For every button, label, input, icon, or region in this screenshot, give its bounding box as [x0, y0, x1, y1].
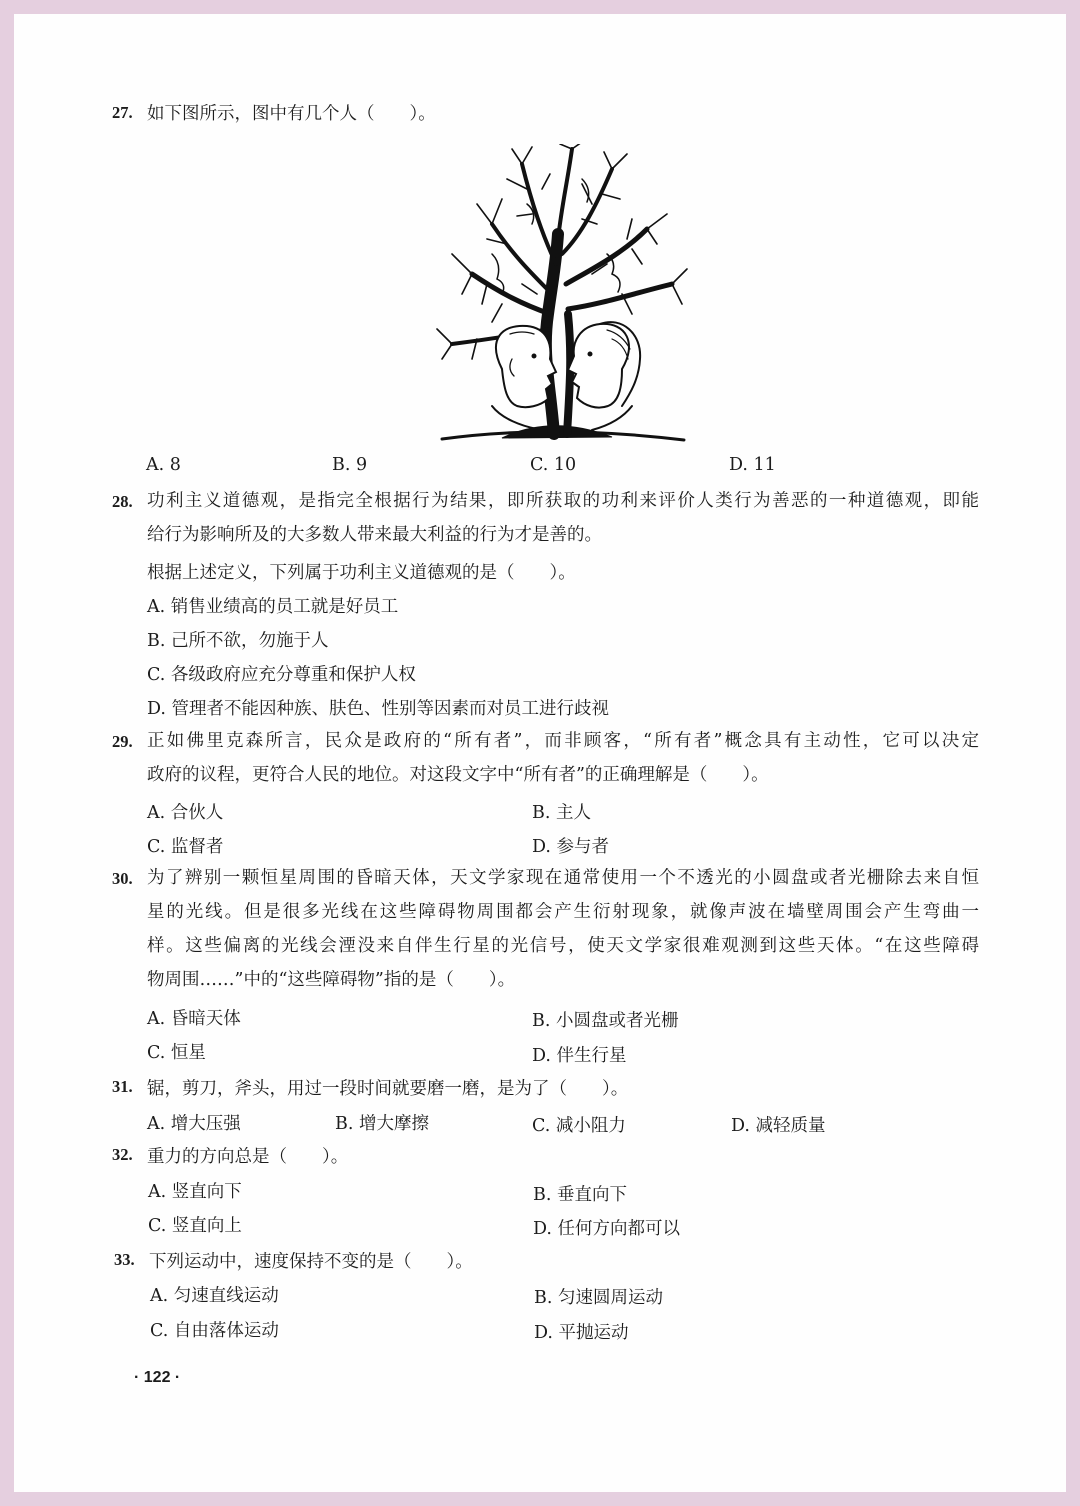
question-number: 31. [112, 1077, 133, 1096]
page-number: · 122 · [134, 1369, 181, 1386]
option-c: C. 监督者 [147, 837, 224, 857]
option-c: C. 各级政府应充分尊重和保护人权 [147, 665, 416, 685]
question-number: 27. [112, 103, 133, 122]
tree-faces-illusion-image [432, 144, 692, 444]
question-stem: 正如佛里克森所言，民众是政府的“所有者”，而非顾客，“所有者”概念具有主动性，它可以决定 [147, 731, 979, 751]
option-d: D. 参与者 [532, 837, 610, 857]
option-b: B. 己所不欲，勿施于人 [147, 631, 329, 651]
option-d: D. 减轻质量 [731, 1116, 826, 1136]
option-a: A. 昏暗天体 [147, 1009, 241, 1029]
option-a: A. 匀速直线运动 [150, 1286, 279, 1306]
option-b: B. 小圆盘或者光栅 [532, 1011, 679, 1031]
question-number: 30. [112, 869, 133, 888]
option-b: B. 9 [332, 455, 368, 475]
question-number: 29. [112, 732, 133, 751]
option-d: D. 平抛运动 [534, 1323, 629, 1343]
option-d: D. 11 [729, 455, 776, 475]
question-number: 33. [114, 1250, 135, 1269]
option-d: D. 伴生行星 [532, 1046, 627, 1066]
option-a: A. 合伙人 [147, 803, 224, 823]
question-stem: 为了辨别一颗恒星周围的昏暗天体，天文学家现在通常使用一个不透光的小圆盘或者光栅除去来自恒 [147, 868, 979, 888]
option-a: A. 销售业绩高的员工就是好员工 [147, 597, 399, 617]
option-d: D. 管理者不能因种族、肤色、性别等因素而对员工进行歧视 [147, 699, 610, 719]
question-stem: 星的光线。但是很多光线在这些障碍物周围都会产生衍射现象，就像声波在墙壁周围会产生弯曲一 [147, 902, 979, 922]
option-c: C. 减小阻力 [532, 1116, 626, 1136]
option-c: C. 竖直向上 [148, 1216, 242, 1236]
question-prompt: 根据上述定义，下列属于功利主义道德观的是（ ）。 [147, 563, 576, 583]
question-stem: 锯，剪刀，斧头，用过一段时间就要磨一磨，是为了（ ）。 [147, 1079, 629, 1099]
option-a: A. 竖直向下 [148, 1182, 242, 1202]
option-a: A. 增大压强 [147, 1114, 241, 1134]
option-b: B. 匀速圆周运动 [534, 1288, 663, 1308]
question-stem: 重力的方向总是（ ）。 [147, 1147, 349, 1167]
question-number: 32. [112, 1145, 133, 1164]
question-stem: 物周围……”中的“这些障碍物”指的是（ ）。 [147, 970, 516, 990]
option-b: B. 垂直向下 [533, 1185, 627, 1205]
option-b: B. 增大摩擦 [335, 1114, 429, 1134]
option-d: D. 任何方向都可以 [533, 1219, 681, 1239]
exam-page [14, 14, 1066, 1492]
question-number: 28. [112, 492, 133, 511]
option-c: C. 恒星 [147, 1043, 206, 1063]
question-stem: 政府的议程，更符合人民的地位。对这段文字中“所有者”的正确理解是（ ）。 [147, 765, 769, 785]
option-c: C. 10 [530, 455, 577, 475]
option-c: C. 自由落体运动 [150, 1321, 279, 1341]
option-b: B. 主人 [532, 803, 591, 823]
question-stem: 给行为影响所及的大多数人带来最大利益的行为才是善的。 [147, 525, 602, 545]
question-stem: 下列运动中，速度保持不变的是（ ）。 [149, 1252, 473, 1272]
question-stem: 样。这些偏离的光线会湮没来自伴生行星的光信号，使天文学家很难观测到这些天体。“在这些障碍 [147, 936, 979, 956]
question-stem: 如下图所示，图中有几个人（ ）。 [147, 104, 436, 124]
question-stem: 功利主义道德观，是指完全根据行为结果，即所获取的功利来评价人类行为善恶的一种道德观，即能 [147, 491, 979, 511]
option-a: A. 8 [146, 455, 181, 475]
